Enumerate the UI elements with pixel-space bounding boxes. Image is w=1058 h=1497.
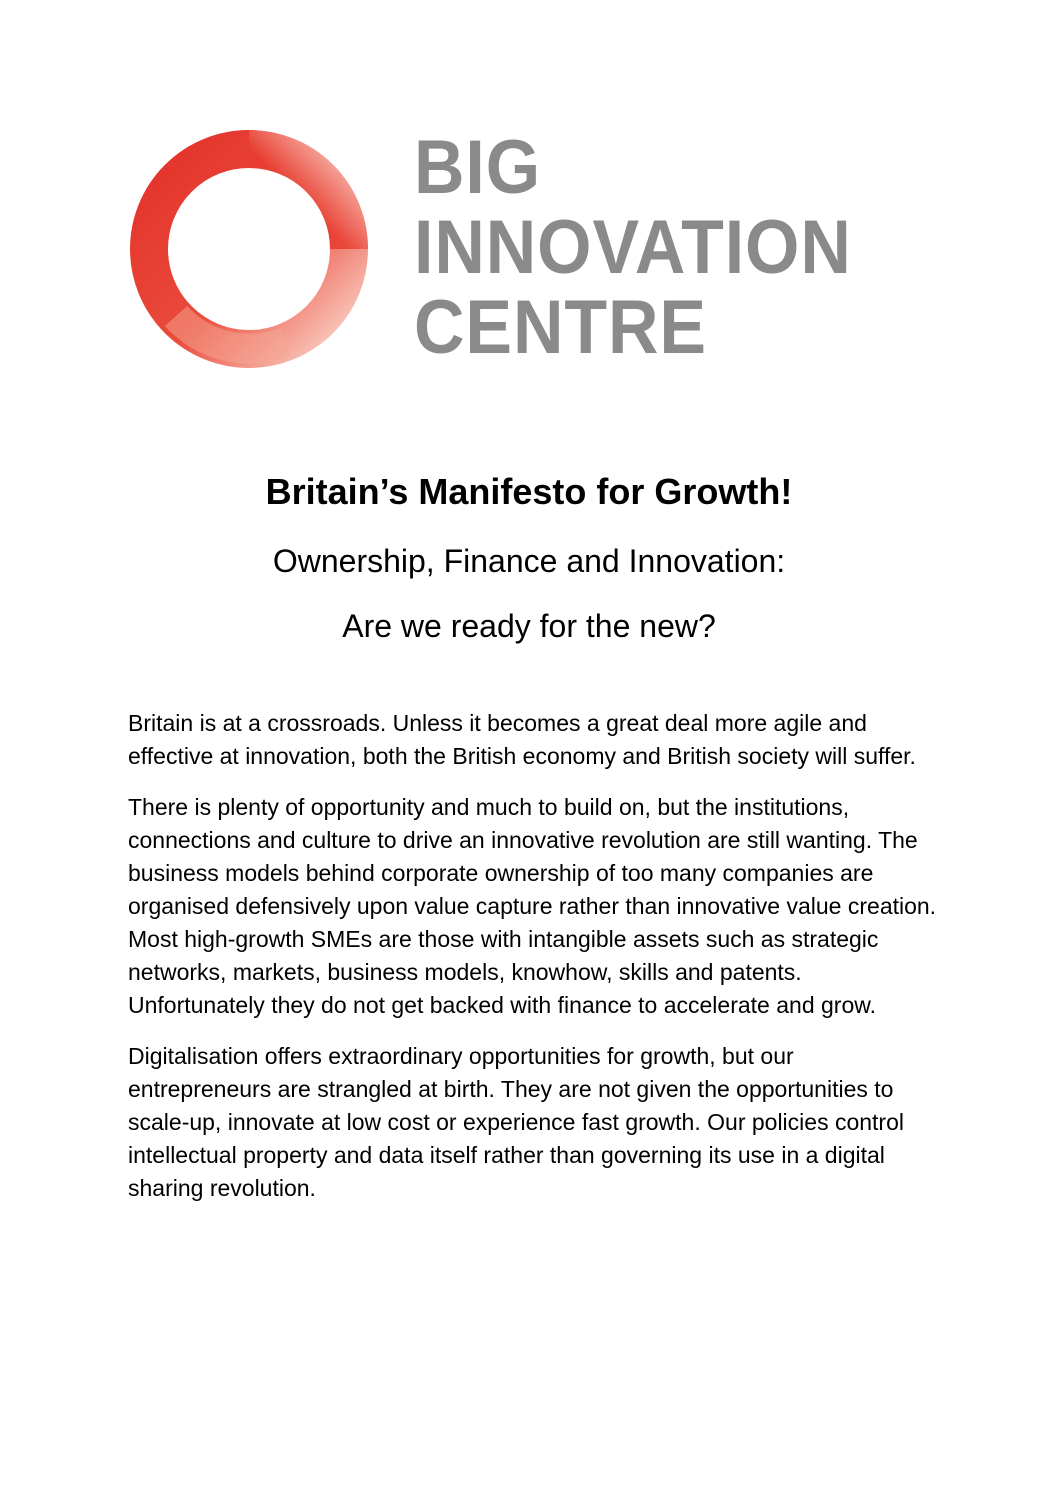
page-title: Britain’s Manifesto for Growth! [265, 471, 793, 512]
logo-line-centre: CENTRE [414, 285, 707, 370]
logo-line-big: BIG [414, 125, 542, 210]
red-ring-logo-icon [126, 126, 372, 372]
paragraph: Britain is at a crossroads. Unless it becomes a great deal more agile and effective at innovation, both the British economy and British society will suffer. [128, 710, 916, 769]
paragraph: Digitalisation offers extraordinary opportunities for growth, but our entrepreneurs are strangled at birth. They are not given the opportunities to scale-up, innovate at low cost or experience fast growth. Our policies control intellectual property and data itself rather than governing its use in a digital sharing revolution. [128, 1043, 904, 1201]
logo-line-innovation: INNOVATION [414, 205, 852, 290]
body-text [128, 707, 938, 1223]
subtitle-line-1: Ownership, Finance and Innovation: [272, 543, 786, 579]
paragraph: There is plenty of opportunity and much to build on, but the institutions, connections and culture to drive an innovative revolution are still wanting. The business models behind corporate ownership of too many companies are organised defensively upon value capture rather than innovative value creation. Most high-growth SMEs are those with intangible assets such as strategic networks, markets, business models, knowhow, skills and patents. Unfortunately they do not get backed with finance to accelerate and grow. [128, 794, 937, 1018]
logo-wordmark [414, 125, 890, 370]
subtitle-line-2: Are we ready for the new? [342, 608, 716, 644]
